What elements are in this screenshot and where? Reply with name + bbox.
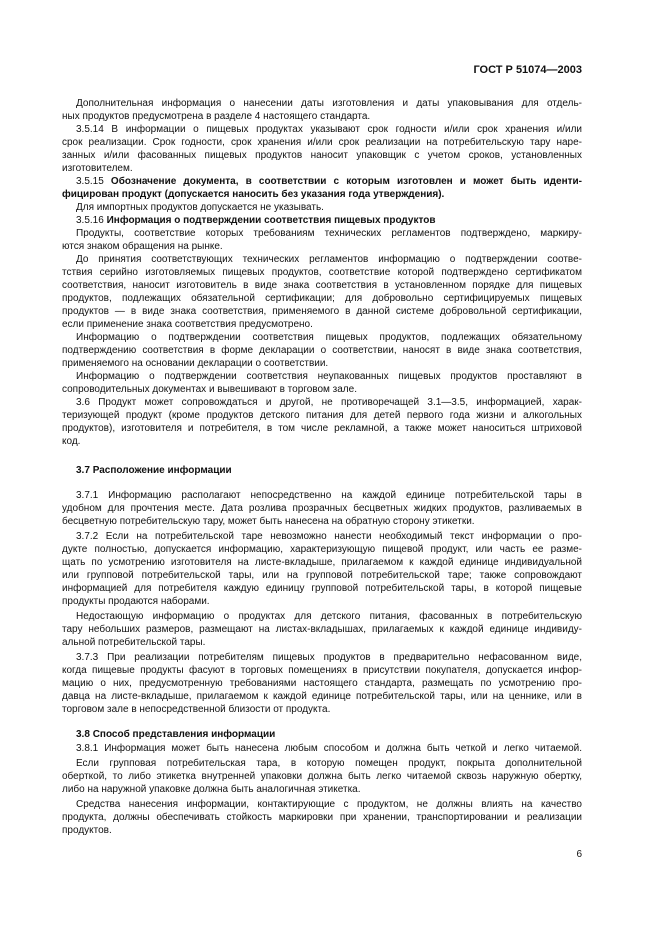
standard-code: ГОСТ Р 51074—2003 xyxy=(473,64,582,76)
text-line: тствия серийно изготовляемых пищевых продуктов, соответствие которой подтверждено сертификатом xyxy=(62,267,582,278)
section-heading-3-8 xyxy=(62,728,582,741)
text-line: Дополнительная информация о нанесении даты изготовления и даты упаковывания для отдель- xyxy=(76,98,582,109)
text-line: либо на наружной упаковке должна быть аналогичная этикетка. xyxy=(62,784,361,795)
text-line: продукты продаются наборами. xyxy=(62,596,210,607)
text-line: 3.5.14 В информации о пищевых продуктах указывают срок годности и/или срок хранения и/или xyxy=(76,124,582,135)
text-line: когда пищевые продукты фасуют в торговых помещениях в присутствии покупателя, допускается инфор- xyxy=(62,665,582,676)
text-line xyxy=(62,214,582,227)
clause-3-7-1 xyxy=(62,489,582,528)
text-line: подтверждению соответствия в форме декларации о соответствии, наносят в виде знака соответствия, xyxy=(62,345,582,356)
text-line: код. xyxy=(62,436,81,447)
paragraph-baby-food-inserts xyxy=(62,610,582,649)
heading-line xyxy=(62,464,582,477)
paragraph-conformity-certificate xyxy=(62,253,582,331)
text-line: Информацию о подтверждении соответствия пищевых продуктов, подлежащих обязательному xyxy=(76,332,582,343)
heading-line xyxy=(62,728,582,741)
text-line: Информацию о подтверждении соответствия неупакованных пищевых продуктов проставляют в xyxy=(76,371,582,382)
section-title: Расположение информации xyxy=(92,465,232,476)
paragraph-import-note xyxy=(62,201,582,214)
clause-3-5-14 xyxy=(62,123,582,175)
text-line: ных продуктов предусмотрена в разделе 4 настоящего стандарта. xyxy=(62,111,371,122)
clause-number: 3.5.16 xyxy=(76,215,104,226)
paragraph-date-info-note xyxy=(62,97,582,123)
text-line: бесцветную потребительскую тару, может быть нанесена на обратную сторону этикетки. xyxy=(62,516,475,527)
text-line: удобном для прочтения месте. Дата розлива прозрачных бесцветных жидких продуктов, разливаемых в xyxy=(62,503,582,514)
text-line: теризующей продукт (кроме продуктов детского питания для детей первого года жизни и алкогольных xyxy=(62,410,582,421)
text-line: тару небольших размеров, размещают на листах-вкладышах, прилагаемых к каждой единице индивиду- xyxy=(62,624,582,635)
text-line: давца на листе-вкладыше, прилагаемом к каждой единице потребительской тары, или на ценнике, или в xyxy=(62,691,582,702)
text-line: оберткой, то либо этикетка внутренней упаковки должна быть легко читаемой сквозь наружную обертку, xyxy=(62,771,582,782)
section-number: 3.7 xyxy=(76,465,90,476)
clause-number: 3.5.15 xyxy=(76,176,104,187)
clause-title: Обозначение документа, в соответствии с которым изготовлен и может быть иденти- xyxy=(110,176,583,187)
text-line: продуктов. xyxy=(62,825,112,836)
text-line: Средства нанесения информации, контактирующие с продуктом, не должны влиять на качество xyxy=(76,799,582,810)
text-line: 3.7.1 Информацию располагают непосредственно на каждой единице потребительской тары в xyxy=(76,490,582,501)
text-line: информацией для потребителя каждую единицу групповой потребительской тары, в которой пищевые xyxy=(62,583,582,594)
text-line: До принятия соответствующих технических регламентов информацию о подтверждении соотве- xyxy=(76,254,582,265)
clause-3-5-16 xyxy=(62,214,582,227)
paragraph-conformity-declaration xyxy=(62,331,582,370)
text-line: торговом зале в непосредственной близости от продукта. xyxy=(62,704,331,715)
text-line: Недостающую информацию о продуктах для детского питания, фасованных в потребительскую xyxy=(76,611,582,622)
clause-3-7-2 xyxy=(62,530,582,608)
text-line: мацию о них, предусмотренную требованиями настоящего стандарта, размещать по усмотрению про- xyxy=(62,678,582,689)
text-line: применяемого на основании декларации о соответствии. xyxy=(62,358,329,369)
paragraph-marking-means xyxy=(62,798,582,837)
clause-3-7-3 xyxy=(62,651,582,716)
text-line: срок реализации. Срок годности, срок хранения и/или срок реализации на потребительскую тару наре- xyxy=(62,137,582,148)
text-line: занных и/или фасованных пищевых продуктов наносит упаковщик с учетом сроков, установленных xyxy=(62,150,582,161)
clause-title: Информация о подтверждении соответствия пищевых продуктов xyxy=(106,215,436,226)
text-line: если применение знака соответствия предусмотрено. xyxy=(62,319,313,330)
text-line: ются знаком обращения на рынке. xyxy=(62,241,223,252)
text-line: 3.8.1 Информация может быть нанесена любым способом и должна быть четкой и легко читаемой. xyxy=(76,743,582,754)
text-line: продуктов, подлежащих обязательной сертификации; для добровольно сертифицируемых пищевых xyxy=(62,293,582,304)
paragraph-conformity-unpacked xyxy=(62,370,582,396)
clause-3-6 xyxy=(62,396,582,448)
text-line: фицирован продукт (допускается наносить без указания года утверждения). xyxy=(62,189,445,200)
page-number: 6 xyxy=(576,849,582,860)
section-title: Способ представления информации xyxy=(92,729,276,740)
paragraph-conformity-mark xyxy=(62,227,582,253)
text-line: Для импортных продуктов допускается не указывать. xyxy=(76,202,324,213)
text-line: продуктов — в виде знака соответствия, применяемого в данной системе добровольной сертификации, xyxy=(62,306,582,317)
text-line: 3.7.3 При реализации потребителям пищевых продуктов в предварительно нефасованном виде, xyxy=(76,652,582,663)
section-heading-3-7 xyxy=(62,464,582,477)
text-line: дукте полностью, допускается информацию, характеризующую пищевой продукт, или часть ее разме- xyxy=(62,544,582,555)
text-line: щать по усмотрению изготовителя на листе-вкладыше, прилагаемом к каждой единице индивидуальной xyxy=(62,557,582,568)
text-line: Если групповая потребительская тара, в которую помещен продукт, покрыта дополнительной xyxy=(76,758,582,769)
section-number: 3.8 xyxy=(76,729,90,740)
text-line: или групповой потребительской тары, или на групповой потребительской таре; также сопровождают xyxy=(62,570,582,581)
text-line: Продукты, соответствие которых требованиям технических регламентов подтверждено, маркиру- xyxy=(76,228,582,239)
text-line: продукта, должны обеспечивать стойкость маркировки при хранении, транспортировании и реализации xyxy=(62,812,582,823)
paragraph-group-package-wrapper xyxy=(62,757,582,796)
text-line: соответствия, наносит изготовитель в виде знака соответствия в установленном порядке для пищевых xyxy=(62,280,582,291)
clause-3-8-1 xyxy=(62,742,582,755)
text-line: изготовителем. xyxy=(62,163,133,174)
text-line: продуктов), изготовителя и потребителя, в том числе рекламной, а также может наноситься штриховой xyxy=(62,423,582,434)
clause-3-5-15 xyxy=(62,175,582,201)
text-line: сопроводительных документах и вывешивают в торговом зале. xyxy=(62,384,357,395)
text-line xyxy=(62,175,582,188)
text-line: 3.7.2 Если на потребительской таре невозможно нанести необходимый текст информации о про- xyxy=(76,531,582,542)
text-line: альной потребительской тары. xyxy=(62,637,206,648)
text-line: 3.6 Продукт может сопровождаться и другой, не противоречащей 3.1—3.5, информацией, харак- xyxy=(76,397,582,408)
